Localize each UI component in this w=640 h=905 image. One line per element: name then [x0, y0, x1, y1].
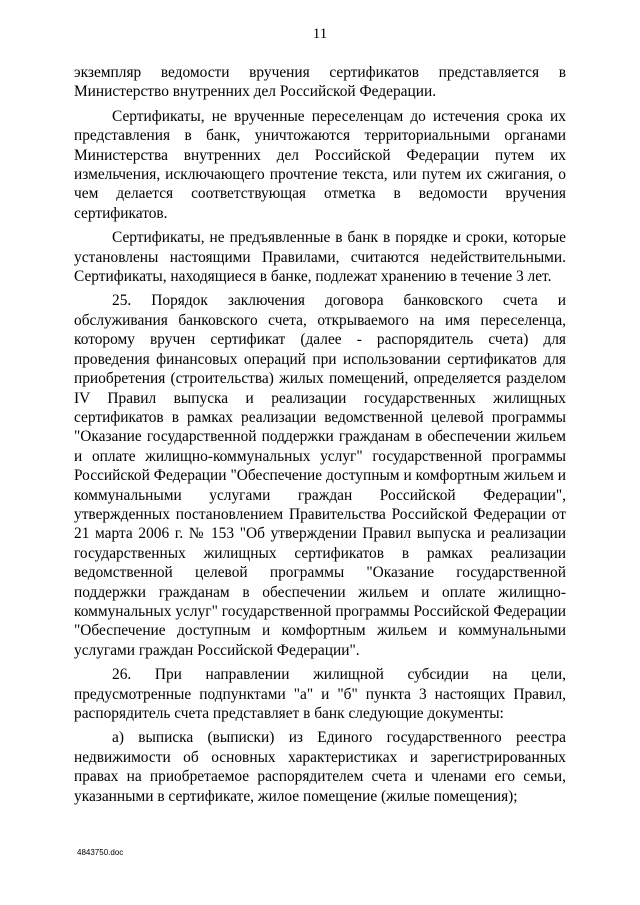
document-body	[74, 63, 566, 811]
paragraph-certificates-invalid: Сертификаты, не предъявленные в банк в порядке и сроки, которые установлены настоящими Правилами, считаются недействительными. Сертификаты, находящиеся в банке, подлежат хранению в течение 3 лет.	[74, 229, 566, 286]
footer-filename: 4843750.doc	[77, 848, 124, 857]
paragraph-26: 26. При направлении жилищной субсидии на цели, предусмотренные подпунктами "а" и "б" пункта 3 настоящих Правил, распорядитель счета представляет в банк следующие документы:	[74, 666, 566, 722]
paragraph-26-a: а) выписка (выписки) из Единого государственного реестра недвижимости об основных характеристиках и зарегистрированных правах на приобретаемое распорядителем счета и членами его семьи, указанными в сертификате, жилое помещение (жилые помещения);	[74, 729, 566, 805]
paragraph-25: 25. Порядок заключения договора банковского счета и обслуживания банковского счета, открываемого на имя переселенца, которому вручен сертификат (далее - распорядитель счета) для проведения финансовых операций при использовании сертификатов для приобретения (строительства) жилых помещений, определяется разделом IV Правил выпуска и реализации государственных жилищных сертификатов в рамках реализации ведомственной целевой программы "Оказание государственной поддержки гражданам в обеспечении жильем и оплате жилищно-коммунальных услуг" государственной программы Российской Федерации "Обеспечение доступным и комфортным жильем и коммунальными услугами граждан Российской Федерации", утвержденных постановлением Правительства Российской Федерации от 21 марта 2006 г. № 153 "Об утверждении Правил выпуска и реализации государственных жилищных сертификатов в рамках реализации ведомственной целевой программы "Оказание государственной поддержки гражданам в обеспечении жильем и оплате жилищно-коммунальных услуг" государственной программы Российской Федерации "Обеспечение доступным и комфортным жильем и коммунальными услугами граждан Российской Федерации".	[74, 292, 566, 659]
paragraph-certificates-destruction: Сертификаты, не врученные переселенцам до истечения срока их представления в банк, уничтожаются территориальными органами Министерства внутренних дел Российской Федерации путем их измельчения, исключающего прочтение текста, или путем их сжигания, о чем делается соответствующая отметка в ведомости вручения сертификатов.	[74, 107, 566, 222]
page-number: 11	[312, 26, 328, 42]
paragraph-continuation: экземпляр ведомости вручения сертификатов представляется в Министерство внутренних дел Российской Федерации.	[74, 64, 566, 101]
